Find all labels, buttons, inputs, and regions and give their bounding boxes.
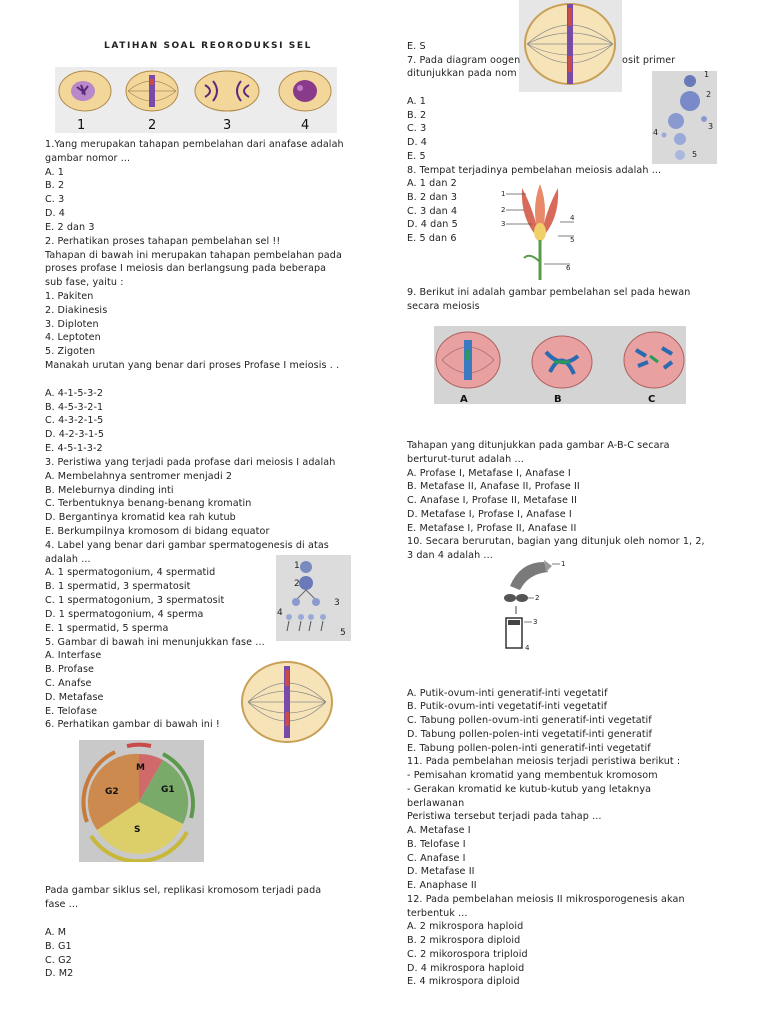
- meiosis-cell-b-image: [532, 336, 592, 388]
- rightbottom-line: B. Telofase I: [407, 838, 466, 850]
- righttop-line: B. 2 dan 3: [407, 192, 458, 204]
- rightbottom-line: A. Profase I, Metafase I, Anafase I: [407, 467, 571, 479]
- leftcol-line: B. 4-5-3-2-1: [45, 401, 104, 413]
- leftcol-line: C. 3: [45, 194, 65, 206]
- meiosis-label-c: C: [648, 394, 656, 404]
- cycle-label-m: M: [136, 763, 145, 773]
- leftcol-line: D. 4-2-3-1-5: [45, 429, 105, 441]
- q6tail-line: fase ...: [45, 898, 79, 910]
- rightbottom-line: B. Putik-ovum-inti vegetatif-inti vegetatif: [407, 701, 608, 713]
- rightbottom-line: 10. Secara berurutan, bagian yang ditunjuk oleh nomor 1, 2,: [407, 536, 705, 548]
- leftcol-line: 2. Diakinesis: [45, 304, 108, 316]
- flower-label-2: 2: [501, 206, 506, 214]
- pollen-label-4: 4: [525, 644, 530, 652]
- righttop-line: ditunjukkan pada nom: [407, 68, 517, 80]
- sperm-label-3: 3: [334, 598, 340, 608]
- leftcol-line: A. 1: [45, 166, 64, 178]
- oog-label-1: 1: [704, 71, 710, 79]
- cycle-label-g1: G1: [161, 785, 175, 795]
- cell-stage-1-image: [59, 71, 111, 111]
- rightbottom-line: E. Anaphase II: [407, 880, 477, 891]
- oogenesis-figure: [652, 71, 717, 164]
- stage-label-1: 1: [77, 118, 86, 133]
- leftcol-line: 5. Gambar di bawah ini menunjukkan fase ...: [45, 636, 265, 648]
- leftcol-line: 6. Perhatikan gambar di bawah ini !: [45, 719, 220, 731]
- q6tail-line: B. G1: [45, 940, 72, 952]
- q7-partial-text: osit primer: [622, 55, 676, 66]
- oog-label-4: 4: [653, 128, 659, 137]
- rightbottom-line: E. 4 mikrospora diploid: [407, 976, 520, 988]
- pollen-label-1: 1: [561, 560, 566, 568]
- rightbottom-line: berturut-turut adalah ...: [407, 453, 524, 465]
- q6tail-line: D. M2: [45, 968, 74, 980]
- leftcol-line: C. 4-3-2-1-5: [45, 415, 104, 427]
- stage-label-3: 3: [223, 118, 232, 133]
- leftcol-line: D. Bergantinya kromatid kea rah kutub: [45, 512, 236, 524]
- leftcol-line: 3. Peristiwa yang terjadi pada profase dari meiosis I adalah: [45, 456, 336, 468]
- leftcol-line: A. Interfase: [45, 650, 102, 662]
- rightbottom-line: D. 4 mikrospora haploid: [407, 962, 525, 974]
- pollen-label-2: 2: [535, 594, 540, 602]
- pollen-tube-figure: [500, 556, 572, 654]
- q6tail-line: A. M: [45, 926, 67, 938]
- rightbottom-line: 3 dan 4 adalah ...: [407, 550, 493, 561]
- leftcol-line: E. Berkumpilnya kromosom di bidang equator: [45, 525, 270, 537]
- leftcol-line: B. Profase: [45, 664, 95, 676]
- flower-label-3: 3: [501, 220, 506, 228]
- flower-label-1: 1: [501, 190, 506, 198]
- righttop-line: C. 3 dan 4: [407, 205, 458, 217]
- rightbottom-line: A. Metafase I: [407, 825, 471, 836]
- leftcol-line: A. Membelahnya sentromer menjadi 2: [45, 470, 233, 482]
- meiosis-abc-figure: [434, 326, 686, 404]
- leftcol-line: E. 2 dan 3: [45, 221, 95, 233]
- cell-stage-4-image: [279, 71, 331, 111]
- rightbottom-line: B. Metafase II, Anafase II, Profase II: [407, 481, 580, 493]
- leftcol-line: 3. Diploten: [45, 318, 99, 330]
- flower-label-4: 4: [570, 214, 575, 222]
- rightbottom-line: B. 2 mikrospora diploid: [407, 935, 521, 946]
- flower-label-5: 5: [570, 236, 575, 244]
- leftcol-line: 1.Yang merupakan tahapan pembelahan dari anafase adalah: [45, 139, 344, 150]
- leftcol-line: D. 4: [45, 208, 65, 220]
- leftcol-line: 5. Zigoten: [45, 346, 96, 358]
- pollen-label-3: 3: [533, 618, 538, 626]
- rightbottom-line: C. Tabung pollen-ovum-inti generatif-inti vegetatif: [407, 715, 652, 726]
- cell-division-stages-figure: [55, 67, 337, 133]
- leftcol-line: A. 1 spermatogonium, 4 spermatid: [45, 567, 216, 579]
- leftcol-line: E. Telofase: [45, 705, 98, 717]
- rightbottom-line: Peristiwa tersebut terjadi pada tahap ...: [407, 811, 602, 823]
- righttop-line: 8. Tempat terjadinya pembelahan meiosis adalah ...: [407, 164, 662, 176]
- rightbottom-line: berlawanan: [407, 797, 465, 809]
- meiosis-cell-c-image: [624, 332, 684, 388]
- righttop-line: E. 5: [407, 150, 426, 162]
- righttop-line: C. 3: [407, 123, 427, 135]
- righttop-line: A. 1: [407, 95, 426, 107]
- righttop-line: E. 5 dan 6: [407, 233, 457, 245]
- leftcol-line: C. Anafse: [45, 677, 92, 689]
- rightbottom-line: - Gerakan kromatid ke kutub-kutub yang letaknya: [407, 783, 652, 795]
- leftcol-line: proses profase I meiosis dan berlangsung pada beberapa: [45, 263, 327, 275]
- metaphase-cell-figure: [240, 660, 335, 744]
- sperm-label-5: 5: [340, 628, 346, 638]
- leftcol-line: Manakah urutan yang benar dari proses Profase I meiosis . .: [45, 360, 340, 372]
- stage-label-2: 2: [148, 118, 157, 133]
- cell-cycle-figure: [79, 740, 204, 862]
- rightbottom-line: 12. Pada pembelahan meiosis II mikrosporogenesis akan: [407, 893, 685, 905]
- oogenesis-header-cell-figure: [519, 0, 622, 92]
- rightbottom-line: A. Putik-ovum-inti generatif-inti vegetatif: [407, 687, 608, 699]
- rightbottom-line: 11. Pada pembelahan meiosis terjadi peristiwa berikut :: [407, 756, 681, 768]
- righttop-line: D. 4: [407, 137, 427, 149]
- leftcol-line: B. 2: [45, 180, 65, 192]
- leftcol-line: gambar nomor ...: [45, 152, 131, 164]
- righttop-line: D. 4 dan 5: [407, 219, 458, 231]
- q6tail-line: Pada gambar siklus sel, replikasi kromosom terjadi pada: [45, 885, 322, 896]
- leftcol-line: 1. Pakiten: [45, 291, 94, 303]
- leftcol-line: D. Metafase: [45, 691, 104, 703]
- leftcol-line: A. 4-1-5-3-2: [45, 387, 104, 399]
- oog-label-2: 2: [706, 90, 712, 99]
- righttop-line: B. 2: [407, 109, 427, 121]
- righttop-line: A. 1 dan 2: [407, 178, 457, 190]
- rightbottom-line: E. Tabung pollen-polen-inti generatif-inti vegetatif: [407, 742, 651, 754]
- rightbottom-line: C. Anafase I, Profase II, Metafase II: [407, 495, 578, 506]
- righttop-line: 7. Pada diagram oogen: [407, 54, 521, 66]
- leftcol-line: 2. Perhatikan proses tahapan pembelahan sel !!: [45, 235, 281, 247]
- rightbottom-line: A. 2 mikrospora haploid: [407, 921, 524, 933]
- meiosis-label-a: A: [460, 394, 468, 404]
- stage-label-4: 4: [301, 118, 310, 133]
- leftcol-line: E. 1 spermatid, 5 sperma: [45, 622, 169, 634]
- flower-label-6: 6: [566, 264, 571, 272]
- rightbottom-line: - Pemisahan kromatid yang membentuk kromosom: [407, 770, 658, 781]
- rightbottom-line: terbentuk ...: [407, 907, 468, 919]
- oog-label-5: 5: [692, 150, 698, 159]
- cycle-label-s: S: [134, 825, 141, 835]
- leftcol-line: sub fase, yaitu :: [45, 277, 124, 289]
- leftcol-line: 4. Label yang benar dari gambar spermatogenesis di atas: [45, 539, 329, 551]
- oog-label-3: 3: [708, 122, 714, 131]
- cell-stage-3-image: [195, 71, 259, 111]
- rightbottom-line: Tahapan yang ditunjukkan pada gambar A-B-C secara: [407, 440, 670, 451]
- spermatogenesis-figure: [276, 555, 351, 641]
- leftcol-line: D. 1 spermatogonium, 4 sperma: [45, 608, 204, 620]
- rightbottom-line: D. Metafase I, Profase I, Anafase I: [407, 508, 572, 520]
- meiosis-label-b: B: [554, 394, 562, 404]
- leftcol-line: E. 4-5-1-3-2: [45, 443, 103, 455]
- q9intro-line: 9. Berikut ini adalah gambar pembelahan sel pada hewan: [407, 287, 691, 298]
- flower-figure: [500, 180, 576, 284]
- leftcol-line: B. Meleburnya dinding inti: [45, 484, 174, 496]
- q6tail-line: C. G2: [45, 954, 72, 966]
- leftcol-line: Tahapan di bawah ini merupakan tahapan pembelahan pada: [45, 249, 342, 261]
- rightbottom-line: D. Tabung pollen-polen-inti vegetatif-inti generatif: [407, 728, 653, 740]
- leftcol-line: C. Terbentuknya benang-benang kromatin: [45, 498, 252, 510]
- cycle-label-g2: G2: [105, 787, 119, 797]
- leftcol-line: B. 1 spermatid, 3 spermatosit: [45, 581, 191, 593]
- sperm-label-2: 2: [294, 579, 300, 589]
- q9intro-line: secara meiosis: [407, 301, 480, 312]
- rightbottom-line: C. Anafase I: [407, 852, 466, 864]
- cell-stage-2-image: [126, 71, 178, 111]
- leftcol-line: 4. Leptoten: [45, 332, 101, 344]
- rightbottom-line: C. 2 mikorospora triploid: [407, 948, 528, 960]
- page-title: LATIHAN SOAL REORODUKSI SEL: [104, 41, 312, 51]
- rightbottom-line: D. Metafase II: [407, 866, 475, 878]
- sperm-label-1: 1: [294, 561, 300, 571]
- leftcol-line: adalah ...: [45, 553, 91, 565]
- leftcol-line: C. 1 spermatogonium, 3 spermatosit: [45, 595, 225, 607]
- rightbottom-line: E. Metafase I, Profase II, Anafase II: [407, 522, 577, 534]
- sperm-label-4: 4: [277, 608, 283, 618]
- righttop-line: E. S: [407, 41, 426, 52]
- meiosis-cell-a-image: [436, 332, 500, 388]
